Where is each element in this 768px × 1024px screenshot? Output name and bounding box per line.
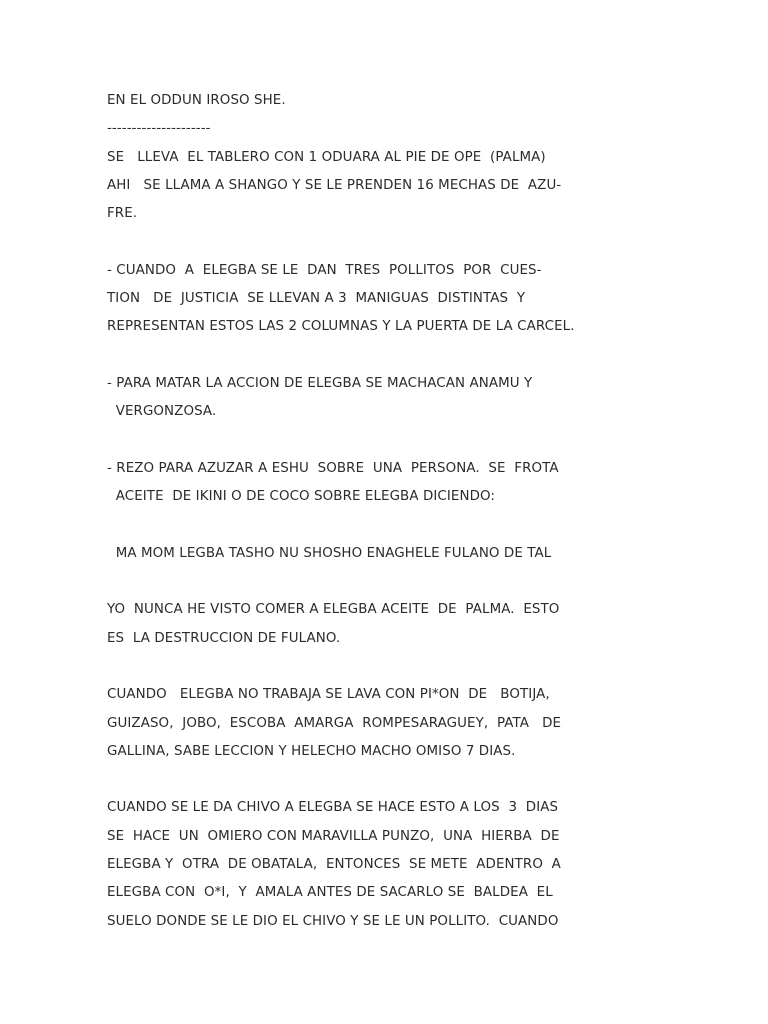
text-line: - REZO PARA AZUZAR A ESHU SOBRE UNA PERSONA. SE FROTA bbox=[107, 460, 559, 476]
text-line: ELEGBA Y OTRA DE OBATALA, ENTONCES SE METE ADENTRO A bbox=[107, 857, 561, 873]
text-line: ELEGBA CON O*I, Y AMALA ANTES DE SACARLO SE BALDEA EL bbox=[107, 885, 553, 901]
text-line: --------------------- bbox=[107, 121, 211, 137]
document-text bbox=[107, 87, 747, 936]
text-line: EN EL ODDUN IROSO SHE. bbox=[107, 93, 286, 108]
text-line: GUIZASO, JOBO, ESCOBA AMARGA ROMPESARAGUEY, PATA DE bbox=[107, 715, 562, 731]
text-line: MA MOM LEGBA TASHO NU SHOSHO ENAGHELE FULANO DE TAL bbox=[107, 545, 552, 561]
text-line: CUANDO ELEGBA NO TRABAJA SE LAVA CON PI*ON DE BOTIJA, bbox=[107, 687, 550, 703]
blank-line bbox=[107, 342, 747, 370]
text-line: SE LLEVA EL TABLERO CON 1 ODUARA AL PIE DE OPE (PALMA) bbox=[107, 149, 546, 165]
blank-line bbox=[107, 653, 747, 681]
text-line: CUANDO SE LE DA CHIVO A ELEGBA SE HACE ESTO A LOS 3 DIAS bbox=[107, 800, 559, 816]
blank-line bbox=[107, 766, 747, 794]
text-line: SE HACE UN OMIERO CON MARAVILLA PUNZO, UNA HIERBA DE bbox=[107, 828, 560, 844]
blank-line bbox=[107, 228, 747, 256]
text-line: - PARA MATAR LA ACCION DE ELEGBA SE MACHACAN ANAMU Y bbox=[107, 375, 533, 391]
blank-line bbox=[107, 427, 747, 455]
text-line: SUELO DONDE SE LE DIO EL CHIVO Y SE LE UN POLLITO. CUANDO bbox=[107, 913, 559, 929]
text-line: - CUANDO A ELEGBA SE LE DAN TRES POLLITOS POR CUES- bbox=[107, 262, 542, 278]
text-line: VERGONZOSA. bbox=[107, 404, 217, 420]
text-line: REPRESENTAN ESTOS LAS 2 COLUMNAS Y LA PUERTA DE LA CARCEL. bbox=[107, 319, 575, 335]
blank-line bbox=[107, 511, 747, 539]
blank-line bbox=[107, 568, 747, 596]
text-line: ES LA DESTRUCCION DE FULANO. bbox=[107, 630, 341, 646]
text-line: ACEITE DE IKINI O DE COCO SOBRE ELEGBA DICIENDO: bbox=[107, 489, 496, 505]
text-line: GALLINA, SABE LECCION Y HELECHO MACHO OMISO 7 DIAS. bbox=[107, 743, 516, 759]
text-line: YO NUNCA HE VISTO COMER A ELEGBA ACEITE DE PALMA. ESTO bbox=[107, 602, 560, 618]
text-line: FRE. bbox=[107, 206, 138, 222]
text-line: AHI SE LLAMA A SHANGO Y SE LE PRENDEN 16 MECHAS DE AZU- bbox=[107, 177, 562, 193]
text-line: TION DE JUSTICIA SE LLEVAN A 3 MANIGUAS DISTINTAS Y bbox=[107, 291, 526, 307]
